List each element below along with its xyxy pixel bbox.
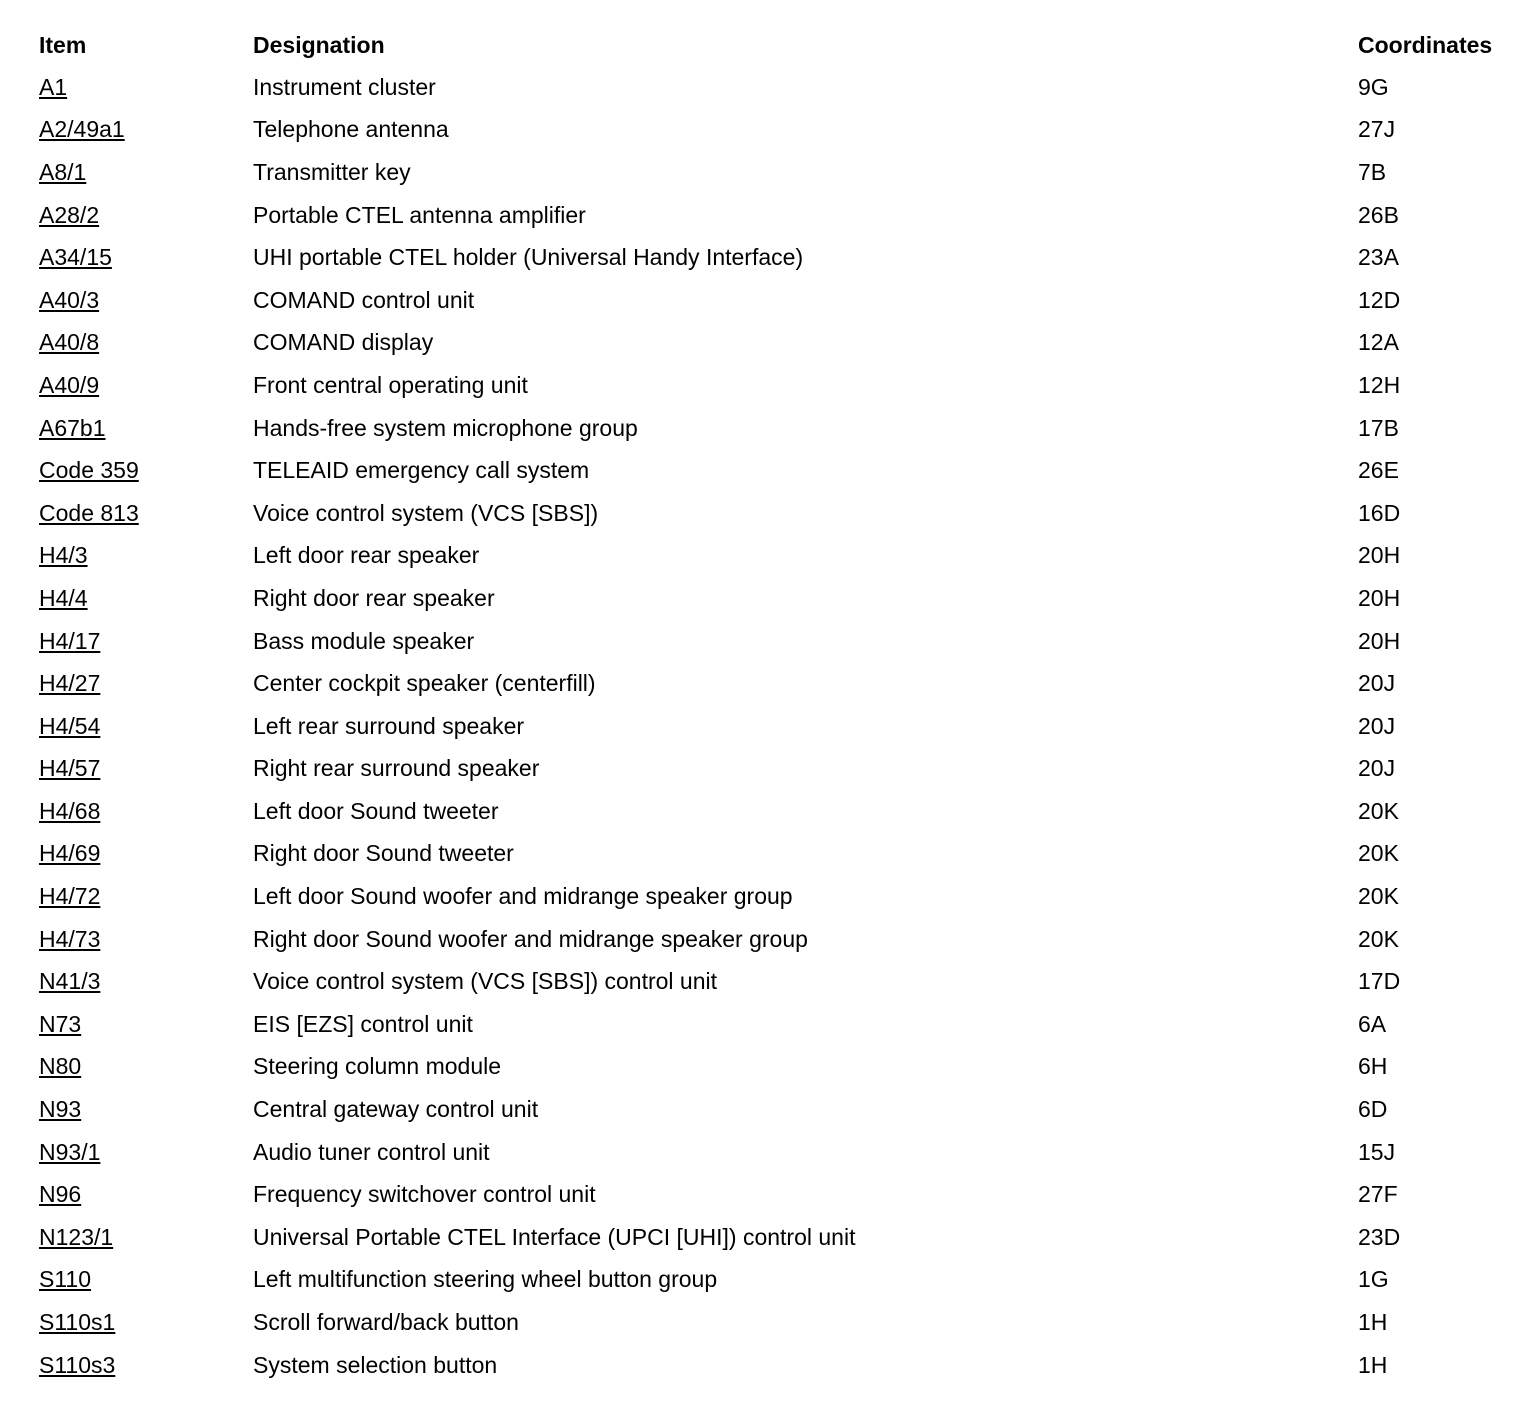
table-row xyxy=(39,790,1528,833)
coordinates-cell: 6A xyxy=(1358,1010,1387,1037)
coordinates-cell: 1H xyxy=(1358,1309,1388,1336)
coordinates-cell: 1H xyxy=(1358,1351,1388,1378)
item-link[interactable]: H4/68 xyxy=(39,797,101,824)
item-cell xyxy=(39,1131,253,1174)
designation-cell: Voice control system (VCS [SBS]) xyxy=(253,499,599,526)
table-row xyxy=(39,1088,1528,1131)
item-cell xyxy=(39,407,253,450)
item-cell xyxy=(39,1301,253,1344)
item-link[interactable]: N93 xyxy=(39,1096,82,1123)
table-row xyxy=(39,364,1528,407)
coordinates-cell: 16D xyxy=(1358,499,1401,526)
coordinates-cell: 1G xyxy=(1358,1266,1389,1293)
item-cell xyxy=(39,1046,253,1089)
coordinates-cell: 6H xyxy=(1358,1053,1388,1080)
item-link[interactable]: A2/49a1 xyxy=(39,116,125,143)
table-row xyxy=(39,236,1528,279)
item-link[interactable]: H4/69 xyxy=(39,840,101,867)
table-row xyxy=(39,1173,1528,1216)
item-cell xyxy=(39,748,253,791)
table-body xyxy=(39,66,1528,1386)
designation-cell: TELEAID emergency call system xyxy=(253,457,590,484)
designation-cell: Left door rear speaker xyxy=(253,542,480,569)
table-row xyxy=(39,662,1528,705)
table-row xyxy=(39,1131,1528,1174)
coordinates-cell: 12D xyxy=(1358,286,1401,313)
designation-cell: System selection button xyxy=(253,1351,498,1378)
item-cell xyxy=(39,194,253,237)
coordinates-cell: 20H xyxy=(1358,627,1401,654)
item-cell xyxy=(39,1259,253,1302)
coordinates-cell: 26B xyxy=(1358,201,1399,228)
table-row xyxy=(39,620,1528,663)
designation-cell: Frequency switchover control unit xyxy=(253,1181,596,1208)
designation-cell: EIS [EZS] control unit xyxy=(253,1010,473,1037)
coordinates-cell: 20K xyxy=(1358,925,1399,952)
header-row xyxy=(39,24,1528,66)
item-link[interactable]: A40/8 xyxy=(39,329,100,356)
table-row xyxy=(39,1344,1528,1387)
item-cell xyxy=(39,492,253,535)
coordinates-cell: 27F xyxy=(1358,1181,1398,1208)
item-cell xyxy=(39,577,253,620)
table-header xyxy=(39,24,1528,66)
coordinates-cell: 20K xyxy=(1358,840,1399,867)
designation-cell: Audio tuner control unit xyxy=(253,1138,490,1165)
item-link[interactable]: S110 xyxy=(39,1266,92,1293)
item-cell xyxy=(39,705,253,748)
table-row xyxy=(39,918,1528,961)
designation-cell: COMAND control unit xyxy=(253,286,475,313)
designation-cell: Instrument cluster xyxy=(253,73,436,100)
item-link[interactable]: N73 xyxy=(39,1010,82,1037)
table-row xyxy=(39,875,1528,918)
item-link[interactable]: H4/27 xyxy=(39,670,101,697)
item-link[interactable]: A40/9 xyxy=(39,371,100,398)
item-link[interactable]: N93/1 xyxy=(39,1138,101,1165)
item-cell xyxy=(39,151,253,194)
coordinates-cell: 12A xyxy=(1358,329,1399,356)
coordinates-cell: 20J xyxy=(1358,712,1396,739)
item-link[interactable]: Code 359 xyxy=(39,457,139,484)
item-cell xyxy=(39,875,253,918)
designation-cell: Left rear surround speaker xyxy=(253,712,525,739)
item-cell xyxy=(39,66,253,109)
coordinates-cell: 20H xyxy=(1358,542,1401,569)
coordinates-cell: 20J xyxy=(1358,670,1396,697)
item-link[interactable]: N96 xyxy=(39,1181,82,1208)
coordinates-cell: 20H xyxy=(1358,584,1401,611)
table-row xyxy=(39,960,1528,1003)
item-cell xyxy=(39,364,253,407)
designation-cell: Front central operating unit xyxy=(253,371,528,398)
item-cell xyxy=(39,960,253,1003)
table-row xyxy=(39,833,1528,876)
item-cell xyxy=(39,1088,253,1131)
item-link[interactable]: H4/72 xyxy=(39,883,101,910)
table-row xyxy=(39,449,1528,492)
header-coordinates: Coordinates xyxy=(1358,31,1493,58)
item-link[interactable]: H4/57 xyxy=(39,755,101,782)
designation-cell: COMAND display xyxy=(253,329,434,356)
item-cell xyxy=(39,449,253,492)
table-row xyxy=(39,66,1528,109)
item-cell xyxy=(39,918,253,961)
table-row xyxy=(39,1046,1528,1089)
designation-cell: Right door rear speaker xyxy=(253,584,495,611)
coordinates-cell: 17B xyxy=(1358,414,1399,441)
item-link[interactable]: A8/1 xyxy=(39,158,87,185)
designation-cell: UHI portable CTEL holder (Universal Handy Interface) xyxy=(253,244,804,271)
table-row xyxy=(39,1003,1528,1046)
coordinates-cell: 23A xyxy=(1358,244,1399,271)
item-link[interactable]: H4/3 xyxy=(39,542,88,569)
header-item: Item xyxy=(39,31,87,58)
item-link[interactable]: A34/15 xyxy=(39,244,112,271)
table-row xyxy=(39,577,1528,620)
item-link[interactable]: H4/17 xyxy=(39,627,101,654)
item-link[interactable]: A67b1 xyxy=(39,414,106,441)
item-link[interactable]: N41/3 xyxy=(39,968,101,995)
item-cell xyxy=(39,833,253,876)
table-row xyxy=(39,151,1528,194)
coordinates-cell: 20J xyxy=(1358,755,1396,782)
designation-cell: Hands-free system microphone group xyxy=(253,414,638,441)
item-link[interactable]: S110s1 xyxy=(39,1309,116,1336)
designation-cell: Voice control system (VCS [SBS]) control unit xyxy=(253,968,718,995)
item-cell xyxy=(39,1173,253,1216)
coordinates-cell: 26E xyxy=(1358,457,1399,484)
designation-cell: Transmitter key xyxy=(253,158,411,185)
item-cell xyxy=(39,1344,253,1387)
table-row xyxy=(39,1216,1528,1259)
coordinates-cell: 6D xyxy=(1358,1096,1388,1123)
item-cell xyxy=(39,790,253,833)
item-link[interactable]: H4/73 xyxy=(39,925,101,952)
coordinates-cell: 27J xyxy=(1358,116,1396,143)
designation-cell: Steering column module xyxy=(253,1053,502,1080)
item-cell xyxy=(39,279,253,322)
item-link[interactable]: N80 xyxy=(39,1053,82,1080)
table-row xyxy=(39,407,1528,450)
table-row xyxy=(39,535,1528,578)
item-link[interactable]: A28/2 xyxy=(39,201,100,228)
coordinates-cell: 17D xyxy=(1358,968,1401,995)
designation-cell: Left multifunction steering wheel button group xyxy=(253,1266,718,1293)
designation-cell: Bass module speaker xyxy=(253,627,475,654)
designation-cell: Scroll forward/back button xyxy=(253,1309,519,1336)
item-link[interactable]: S110s3 xyxy=(39,1351,116,1378)
designation-cell: Right door Sound tweeter xyxy=(253,840,514,867)
item-cell xyxy=(39,236,253,279)
table-row xyxy=(39,1259,1528,1302)
item-cell xyxy=(39,620,253,663)
item-cell xyxy=(39,1216,253,1259)
table-row xyxy=(39,109,1528,152)
item-link[interactable]: H4/54 xyxy=(39,712,101,739)
designation-cell: Center cockpit speaker (centerfill) xyxy=(253,670,596,697)
coordinates-cell: 7B xyxy=(1358,158,1387,185)
table-row xyxy=(39,705,1528,748)
designation-cell: Central gateway control unit xyxy=(253,1096,539,1123)
designation-cell: Left door Sound woofer and midrange speaker group xyxy=(253,883,793,910)
coordinates-cell: 9G xyxy=(1358,73,1389,100)
item-link[interactable]: A1 xyxy=(39,73,68,100)
coordinates-cell: 15J xyxy=(1358,1138,1396,1165)
designation-cell: Left door Sound tweeter xyxy=(253,797,499,824)
item-cell xyxy=(39,109,253,152)
table-row xyxy=(39,1301,1528,1344)
designation-cell: Telephone antenna xyxy=(253,116,449,143)
coordinates-cell: 12H xyxy=(1358,371,1401,398)
header-designation: Designation xyxy=(253,31,385,58)
coordinates-cell: 20K xyxy=(1358,883,1399,910)
item-link[interactable]: N123/1 xyxy=(39,1223,114,1250)
designation-cell: Universal Portable CTEL Interface (UPCI [UHI]) control unit xyxy=(253,1223,856,1250)
item-cell xyxy=(39,1003,253,1046)
table-row xyxy=(39,322,1528,365)
designation-cell: Right rear surround speaker xyxy=(253,755,540,782)
component-legend-table xyxy=(39,24,1528,1386)
coordinates-cell: 23D xyxy=(1358,1223,1401,1250)
table-row xyxy=(39,194,1528,237)
item-link[interactable]: Code 813 xyxy=(39,499,139,526)
coordinates-cell: 20K xyxy=(1358,797,1399,824)
item-link[interactable]: H4/4 xyxy=(39,584,88,611)
item-link[interactable]: A40/3 xyxy=(39,286,100,313)
table-row xyxy=(39,279,1528,322)
item-cell xyxy=(39,322,253,365)
designation-cell: Portable CTEL antenna amplifier xyxy=(253,201,586,228)
designation-cell: Right door Sound woofer and midrange speaker group xyxy=(253,925,808,952)
table-row xyxy=(39,748,1528,791)
item-cell xyxy=(39,535,253,578)
item-cell xyxy=(39,662,253,705)
table-row xyxy=(39,492,1528,535)
